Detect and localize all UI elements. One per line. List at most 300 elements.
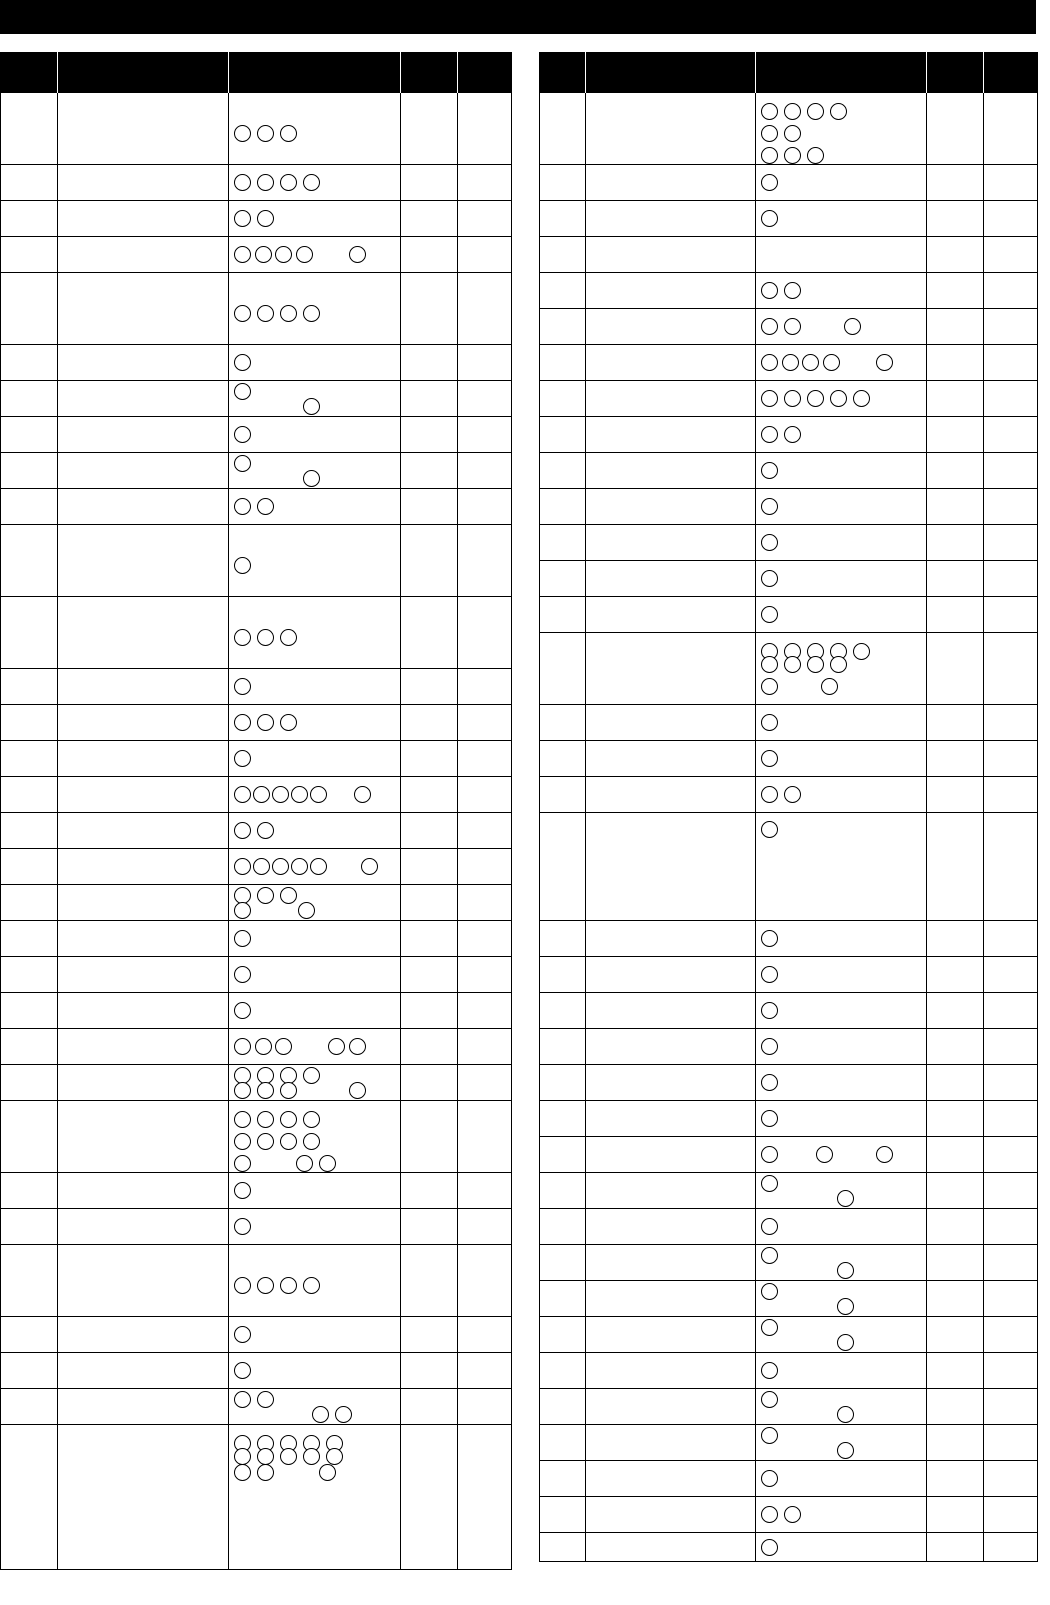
circle-mark bbox=[761, 570, 778, 587]
cell-divider bbox=[755, 381, 756, 416]
cell-divider bbox=[585, 777, 586, 812]
top-header-bar bbox=[0, 0, 1036, 34]
cell-divider bbox=[926, 1389, 927, 1424]
circle-mark bbox=[784, 426, 801, 443]
circle-mark bbox=[234, 1326, 251, 1343]
circle-mark bbox=[257, 1464, 274, 1481]
table-row bbox=[540, 561, 1037, 597]
circle-mark bbox=[234, 246, 251, 263]
cell-divider bbox=[457, 1317, 458, 1352]
table-row bbox=[1, 705, 511, 741]
circle-mark bbox=[761, 930, 778, 947]
circle-mark bbox=[257, 714, 274, 731]
cell-divider bbox=[585, 1317, 586, 1352]
cell-divider bbox=[228, 201, 229, 236]
circle-mark bbox=[853, 643, 870, 660]
cell-divider bbox=[457, 777, 458, 812]
cell-divider bbox=[983, 1245, 984, 1280]
circle-mark bbox=[761, 426, 778, 443]
cell-divider bbox=[57, 93, 58, 164]
cell-divider bbox=[926, 1353, 927, 1388]
circle-mark bbox=[361, 858, 378, 875]
circle-mark bbox=[761, 282, 778, 299]
cell-divider bbox=[585, 633, 586, 704]
cell-divider bbox=[228, 597, 229, 668]
circle-mark bbox=[761, 606, 778, 623]
table-row bbox=[1, 777, 511, 813]
cell-divider bbox=[926, 417, 927, 452]
circle-mark bbox=[853, 390, 870, 407]
cell-divider bbox=[926, 1245, 927, 1280]
table-row bbox=[540, 309, 1037, 345]
cell-divider bbox=[400, 453, 401, 488]
cell-divider bbox=[755, 1353, 756, 1388]
cell-divider bbox=[228, 489, 229, 524]
cell-divider bbox=[400, 849, 401, 884]
circle-mark bbox=[807, 147, 824, 164]
cell-divider bbox=[400, 165, 401, 200]
cell-divider bbox=[400, 381, 401, 416]
circle-mark bbox=[761, 1470, 778, 1487]
circle-mark bbox=[761, 1002, 778, 1019]
circle-mark bbox=[234, 714, 251, 731]
circle-mark bbox=[272, 858, 289, 875]
circle-mark bbox=[234, 455, 251, 472]
cell-divider bbox=[755, 1137, 756, 1172]
circle-mark bbox=[761, 1506, 778, 1523]
cell-divider bbox=[57, 669, 58, 704]
circle-mark bbox=[761, 1247, 778, 1264]
header-divider bbox=[457, 52, 458, 93]
circle-mark bbox=[234, 1448, 251, 1465]
cell-divider bbox=[983, 561, 984, 596]
circle-mark bbox=[280, 174, 297, 191]
cell-divider bbox=[585, 1029, 586, 1064]
cell-divider bbox=[457, 1173, 458, 1208]
cell-divider bbox=[57, 237, 58, 272]
circle-mark bbox=[761, 125, 778, 142]
circle-mark bbox=[303, 305, 320, 322]
circle-mark bbox=[234, 498, 251, 515]
circle-mark bbox=[234, 125, 251, 142]
cell-divider bbox=[457, 993, 458, 1028]
circle-mark bbox=[761, 1110, 778, 1127]
cell-divider bbox=[585, 1137, 586, 1172]
circle-mark bbox=[234, 1038, 251, 1055]
cell-divider bbox=[57, 273, 58, 344]
circle-mark bbox=[784, 125, 801, 142]
cell-divider bbox=[926, 957, 927, 992]
left-table bbox=[0, 52, 512, 1570]
circle-mark bbox=[354, 786, 371, 803]
cell-divider bbox=[585, 813, 586, 920]
cell-divider bbox=[585, 381, 586, 416]
circle-mark bbox=[761, 1146, 778, 1163]
cell-divider bbox=[228, 525, 229, 596]
cell-divider bbox=[228, 1209, 229, 1244]
cell-divider bbox=[926, 1281, 927, 1316]
cell-divider bbox=[57, 417, 58, 452]
circle-mark bbox=[761, 498, 778, 515]
cell-divider bbox=[755, 417, 756, 452]
cell-divider bbox=[983, 453, 984, 488]
cell-divider bbox=[926, 777, 927, 812]
cell-divider bbox=[585, 309, 586, 344]
circle-mark bbox=[234, 557, 251, 574]
circle-mark bbox=[234, 750, 251, 767]
table-row bbox=[540, 633, 1037, 705]
cell-divider bbox=[228, 273, 229, 344]
cell-divider bbox=[926, 1065, 927, 1100]
table-row bbox=[1, 165, 511, 201]
circle-mark bbox=[784, 786, 801, 803]
cell-divider bbox=[400, 993, 401, 1028]
cell-divider bbox=[926, 993, 927, 1028]
cell-divider bbox=[755, 1461, 756, 1496]
circle-mark bbox=[257, 1448, 274, 1465]
circle-mark bbox=[761, 1539, 778, 1556]
cell-divider bbox=[926, 237, 927, 272]
cell-divider bbox=[457, 273, 458, 344]
cell-divider bbox=[228, 165, 229, 200]
cell-divider bbox=[755, 741, 756, 776]
cell-divider bbox=[585, 597, 586, 632]
cell-divider bbox=[57, 1209, 58, 1244]
cell-divider bbox=[983, 1425, 984, 1460]
circle-mark bbox=[761, 103, 778, 120]
table-row bbox=[1, 525, 511, 597]
circle-mark bbox=[784, 147, 801, 164]
circle-mark bbox=[761, 656, 778, 673]
table-row bbox=[540, 1245, 1037, 1281]
circle-mark bbox=[761, 462, 778, 479]
cell-divider bbox=[755, 1317, 756, 1352]
cell-divider bbox=[983, 345, 984, 380]
circle-mark bbox=[761, 821, 778, 838]
circle-mark bbox=[761, 1427, 778, 1444]
right-table bbox=[539, 52, 1038, 1562]
cell-divider bbox=[585, 417, 586, 452]
cell-divider bbox=[228, 669, 229, 704]
table-row bbox=[540, 1533, 1037, 1562]
cell-divider bbox=[926, 1101, 927, 1136]
cell-divider bbox=[926, 1029, 927, 1064]
table-row bbox=[1, 993, 511, 1029]
cell-divider bbox=[400, 813, 401, 848]
table-row bbox=[540, 741, 1037, 777]
cell-divider bbox=[228, 1245, 229, 1316]
circle-mark bbox=[761, 966, 778, 983]
cell-divider bbox=[585, 93, 586, 164]
circle-mark bbox=[234, 1464, 251, 1481]
circle-mark bbox=[837, 1334, 854, 1351]
cell-divider bbox=[228, 345, 229, 380]
table-row bbox=[540, 345, 1037, 381]
table-row bbox=[540, 957, 1037, 993]
circle-mark bbox=[257, 210, 274, 227]
cell-divider bbox=[585, 1533, 586, 1561]
cell-divider bbox=[57, 345, 58, 380]
cell-divider bbox=[400, 273, 401, 344]
cell-divider bbox=[457, 525, 458, 596]
table-row bbox=[540, 525, 1037, 561]
circle-mark bbox=[280, 1133, 297, 1150]
cell-divider bbox=[57, 921, 58, 956]
circle-mark bbox=[234, 383, 251, 400]
table-row bbox=[540, 1389, 1037, 1425]
table-row bbox=[540, 273, 1037, 309]
cell-divider bbox=[457, 669, 458, 704]
table-row bbox=[540, 705, 1037, 741]
cell-divider bbox=[755, 525, 756, 560]
circle-mark bbox=[234, 1082, 251, 1099]
circle-mark bbox=[275, 1038, 292, 1055]
circle-mark bbox=[328, 1038, 345, 1055]
table-row bbox=[1, 921, 511, 957]
cell-divider bbox=[926, 309, 927, 344]
table-row bbox=[1, 849, 511, 885]
cell-divider bbox=[755, 813, 756, 920]
cell-divider bbox=[228, 1317, 229, 1352]
circle-mark bbox=[761, 1175, 778, 1192]
cell-divider bbox=[400, 777, 401, 812]
cell-divider bbox=[926, 1497, 927, 1532]
circle-mark bbox=[761, 390, 778, 407]
cell-divider bbox=[755, 957, 756, 992]
cell-divider bbox=[57, 597, 58, 668]
circle-mark bbox=[837, 1298, 854, 1315]
cell-divider bbox=[228, 1389, 229, 1424]
circle-mark bbox=[784, 282, 801, 299]
cell-divider bbox=[400, 1101, 401, 1172]
circle-mark bbox=[296, 246, 313, 263]
cell-divider bbox=[755, 1245, 756, 1280]
cell-divider bbox=[57, 705, 58, 740]
circle-mark bbox=[784, 656, 801, 673]
table-row bbox=[540, 1029, 1037, 1065]
cell-divider bbox=[400, 201, 401, 236]
cell-divider bbox=[57, 1101, 58, 1172]
table-row bbox=[1, 381, 511, 417]
cell-divider bbox=[400, 597, 401, 668]
cell-divider bbox=[457, 705, 458, 740]
circle-mark bbox=[761, 786, 778, 803]
circle-mark bbox=[280, 629, 297, 646]
cell-divider bbox=[926, 1317, 927, 1352]
circle-mark bbox=[876, 354, 893, 371]
cell-divider bbox=[457, 417, 458, 452]
circle-mark bbox=[253, 786, 270, 803]
cell-divider bbox=[983, 273, 984, 308]
table-row bbox=[540, 1281, 1037, 1317]
circle-mark bbox=[257, 1082, 274, 1099]
cell-divider bbox=[228, 93, 229, 164]
cell-divider bbox=[755, 705, 756, 740]
cell-divider bbox=[926, 201, 927, 236]
cell-divider bbox=[57, 1029, 58, 1064]
circle-mark bbox=[761, 318, 778, 335]
circle-mark bbox=[280, 125, 297, 142]
cell-divider bbox=[457, 93, 458, 164]
cell-divider bbox=[755, 993, 756, 1028]
circle-mark bbox=[837, 1190, 854, 1207]
circle-mark bbox=[310, 786, 327, 803]
circle-mark bbox=[257, 887, 274, 904]
cell-divider bbox=[228, 381, 229, 416]
circle-mark bbox=[802, 354, 819, 371]
cell-divider bbox=[457, 885, 458, 920]
cell-divider bbox=[585, 741, 586, 776]
cell-divider bbox=[57, 1173, 58, 1208]
cell-divider bbox=[926, 165, 927, 200]
circle-mark bbox=[234, 930, 251, 947]
cell-divider bbox=[457, 1065, 458, 1100]
circle-mark bbox=[830, 390, 847, 407]
cell-divider bbox=[400, 489, 401, 524]
circle-mark bbox=[349, 1082, 366, 1099]
cell-divider bbox=[228, 1353, 229, 1388]
cell-divider bbox=[57, 777, 58, 812]
cell-divider bbox=[585, 1425, 586, 1460]
circle-mark bbox=[234, 1362, 251, 1379]
cell-divider bbox=[457, 1389, 458, 1424]
cell-divider bbox=[457, 1245, 458, 1316]
circle-mark bbox=[761, 1391, 778, 1408]
circle-mark bbox=[280, 1082, 297, 1099]
cell-divider bbox=[57, 1389, 58, 1424]
header-divider bbox=[400, 52, 401, 93]
circle-mark bbox=[310, 858, 327, 875]
cell-divider bbox=[585, 1281, 586, 1316]
header-divider bbox=[983, 52, 984, 93]
cell-divider bbox=[228, 1101, 229, 1172]
table-row bbox=[540, 417, 1037, 453]
cell-divider bbox=[926, 93, 927, 164]
table-row bbox=[540, 597, 1037, 633]
cell-divider bbox=[585, 489, 586, 524]
circle-mark bbox=[784, 390, 801, 407]
table-row bbox=[540, 1317, 1037, 1353]
cell-divider bbox=[457, 1353, 458, 1388]
circle-mark bbox=[837, 1262, 854, 1279]
cell-divider bbox=[585, 1173, 586, 1208]
table-row bbox=[540, 1065, 1037, 1101]
table-row bbox=[1, 1389, 511, 1425]
cell-divider bbox=[400, 1317, 401, 1352]
table-row bbox=[1, 453, 511, 489]
cell-divider bbox=[755, 1533, 756, 1561]
circle-mark bbox=[844, 318, 861, 335]
circle-mark bbox=[257, 125, 274, 142]
cell-divider bbox=[228, 1425, 229, 1569]
table-row bbox=[540, 993, 1037, 1029]
header-divider bbox=[228, 52, 229, 93]
cell-divider bbox=[57, 957, 58, 992]
cell-divider bbox=[755, 777, 756, 812]
cell-divider bbox=[755, 597, 756, 632]
table-row bbox=[540, 777, 1037, 813]
circle-mark bbox=[837, 1442, 854, 1459]
cell-divider bbox=[57, 1425, 58, 1569]
cell-divider bbox=[755, 1209, 756, 1244]
cell-divider bbox=[926, 1137, 927, 1172]
cell-divider bbox=[983, 1389, 984, 1424]
cell-divider bbox=[457, 453, 458, 488]
header-divider bbox=[57, 52, 58, 93]
circle-mark bbox=[234, 1182, 251, 1199]
cell-divider bbox=[57, 165, 58, 200]
cell-divider bbox=[228, 777, 229, 812]
table-row bbox=[1, 1209, 511, 1245]
cell-divider bbox=[400, 1425, 401, 1569]
circle-mark bbox=[782, 354, 799, 371]
cell-divider bbox=[400, 1353, 401, 1388]
circle-mark bbox=[255, 1038, 272, 1055]
circle-mark bbox=[335, 1406, 352, 1423]
cell-divider bbox=[585, 705, 586, 740]
circle-mark bbox=[303, 174, 320, 191]
circle-mark bbox=[234, 174, 251, 191]
cell-divider bbox=[57, 885, 58, 920]
circle-mark bbox=[280, 305, 297, 322]
table-row bbox=[1, 1065, 511, 1101]
cell-divider bbox=[228, 705, 229, 740]
cell-divider bbox=[983, 993, 984, 1028]
cell-divider bbox=[585, 1461, 586, 1496]
circle-mark bbox=[275, 246, 292, 263]
circle-mark bbox=[303, 470, 320, 487]
table-row bbox=[1, 345, 511, 381]
table-row bbox=[1, 957, 511, 993]
cell-divider bbox=[57, 1065, 58, 1100]
cell-divider bbox=[400, 885, 401, 920]
cell-divider bbox=[755, 93, 756, 164]
circle-mark bbox=[816, 1146, 833, 1163]
table-row bbox=[1, 201, 511, 237]
cell-divider bbox=[983, 633, 984, 704]
cell-divider bbox=[457, 597, 458, 668]
circle-mark bbox=[761, 1074, 778, 1091]
cell-divider bbox=[755, 1065, 756, 1100]
circle-mark bbox=[255, 246, 272, 263]
cell-divider bbox=[57, 741, 58, 776]
cell-divider bbox=[585, 1065, 586, 1100]
circle-mark bbox=[312, 1406, 329, 1423]
cell-divider bbox=[57, 489, 58, 524]
cell-divider bbox=[926, 705, 927, 740]
cell-divider bbox=[983, 237, 984, 272]
cell-divider bbox=[585, 201, 586, 236]
cell-divider bbox=[755, 633, 756, 704]
cell-divider bbox=[585, 921, 586, 956]
cell-divider bbox=[400, 525, 401, 596]
circle-mark bbox=[291, 786, 308, 803]
cell-divider bbox=[400, 1245, 401, 1316]
circle-mark bbox=[257, 498, 274, 515]
cell-divider bbox=[585, 561, 586, 596]
cell-divider bbox=[457, 489, 458, 524]
cell-divider bbox=[57, 1245, 58, 1316]
cell-divider bbox=[400, 1173, 401, 1208]
circle-mark bbox=[761, 354, 778, 371]
cell-divider bbox=[983, 1461, 984, 1496]
cell-divider bbox=[228, 417, 229, 452]
table-row bbox=[1, 1029, 511, 1065]
circle-mark bbox=[303, 1448, 320, 1465]
circle-mark bbox=[876, 1146, 893, 1163]
circle-mark bbox=[257, 822, 274, 839]
cell-divider bbox=[400, 345, 401, 380]
